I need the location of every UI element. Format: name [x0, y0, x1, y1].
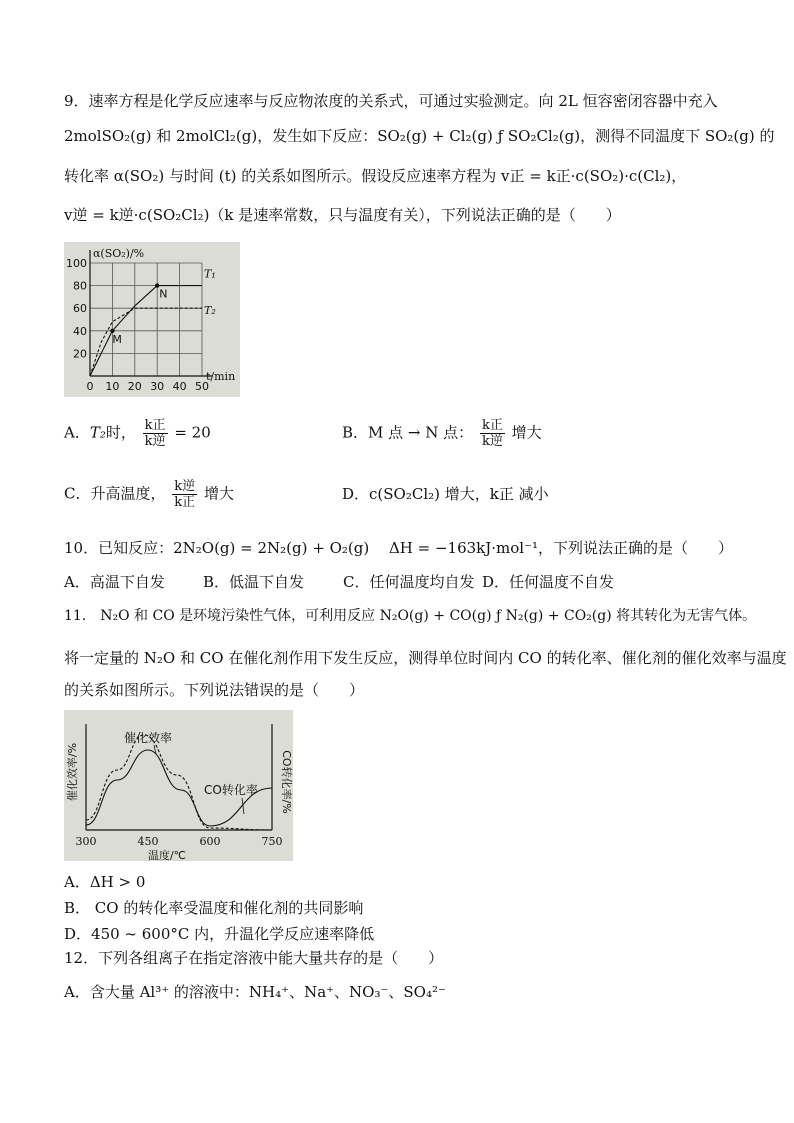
q9-option-c-denominator: k正	[174, 495, 196, 510]
q9-figure	[64, 242, 240, 397]
q11-stem-line2: 将一定量的 N₂O 和 CO 在催化剂作用下发生反应，测得单位时间内 CO 的转化率、催化剂的催化效率与温度	[64, 649, 787, 667]
q9-option-a-mid: 时，	[105, 423, 136, 442]
q11-stem-line1: 11． N₂O 和 CO 是环境污染性气体，可利用反应 N₂O(g) + CO(g) ƒ N₂(g) + CO₂(g) 将其转化为无害气体。	[64, 608, 757, 624]
q12-option-a: A．含大量 Al³⁺ 的溶液中：NH₄⁺、Na⁺、NO₃⁻、SO₄²⁻	[64, 983, 446, 1001]
q9-stem-line2: 2molSO₂(g) 和 2molCl₂(g)，发生如下反应：SO₂(g) + Cl₂(g) ƒ SO₂Cl₂(g)，测得不同温度下 SO₂(g) 的	[64, 127, 775, 145]
q11-option-d: D．450 ~ 600°C 内，升温化学反应速率降低	[64, 925, 375, 943]
q9-y-tick-1: 40	[73, 324, 87, 338]
q11-x-tick-0: 300	[75, 835, 97, 848]
q9-option-a	[64, 418, 211, 449]
q11-figure	[64, 710, 293, 861]
q11-x-label: 温度/℃	[147, 849, 187, 861]
q9-stem-line1: 9．速率方程是化学反应速率与反应物浓度的关系式，可通过实验测定。向 2L 恒容密闭容器中充入	[64, 92, 718, 110]
q9-option-c	[64, 479, 234, 510]
q9-series-label-0: T₁	[204, 267, 216, 281]
q9-x-tick-5: 50	[195, 380, 209, 393]
q9-chart	[64, 242, 240, 397]
q9-y-label: α(SO₂)/%	[93, 247, 145, 260]
q9-x-tick-4: 40	[172, 380, 187, 393]
q9-x-tick-3: 30	[150, 380, 165, 393]
q9-option-b-prefix: B．M 点 → N 点：	[342, 423, 474, 442]
q9-option-b-fraction	[480, 418, 505, 449]
q9-x-tick-2: 20	[127, 380, 142, 393]
q11-left-axis-label: 催化效率/%	[66, 742, 79, 802]
q9-y-tick-0: 20	[73, 347, 87, 361]
q9-option-c-fraction	[172, 479, 197, 510]
q9-x-tick-0: 0	[86, 380, 94, 393]
q11-option-a: A．ΔH > 0	[64, 873, 146, 891]
q9-option-b-tail: 增大	[511, 423, 542, 442]
q11-x-tick-2: 600	[199, 835, 221, 848]
q9-option-a-temp: T₂	[89, 423, 106, 442]
q9-x-label: t/min	[206, 370, 236, 383]
q11-right-axis-label: CO转化率/%	[280, 750, 293, 814]
q9-stem-line4: v逆 = k逆·c(SO₂Cl₂)（k 是速率常数，只与温度有关），下列说法正确的是（ ）	[64, 206, 621, 224]
q9-option-b	[342, 418, 542, 449]
q11-x-tick-3: 750	[261, 835, 283, 848]
q9-option-d: D．c(SO₂Cl₂) 增大，k正 减小	[342, 485, 549, 503]
q9-y-tick-4: 100	[66, 257, 87, 270]
q9-x-tick-1: 10	[105, 380, 120, 393]
q9-option-a-prefix: A．	[64, 423, 90, 442]
q9-y-tick-3: 80	[73, 279, 87, 293]
q10-option-d: D．任何温度不自发	[482, 573, 615, 591]
q9-option-c-numerator: k逆	[174, 479, 196, 494]
q9-point-label-M: M	[112, 332, 122, 346]
q9-option-b-denominator: k逆	[481, 434, 503, 449]
q11-x-tick-1: 450	[137, 835, 159, 848]
q10-stem: 10．已知反应：2N₂O(g) = 2N₂(g) + O₂(g) ΔH = −163kJ·mol⁻¹，下列说法正确的是（ ）	[64, 539, 734, 557]
q10-option-b: B．低温下自发	[203, 573, 305, 591]
q9-stem-line3: 转化率 α(SO₂) 与时间 (t) 的关系如图所示。假设反应速率方程为 v正 = k正·c(SO₂)·c(Cl₂)，	[64, 167, 687, 185]
q11-chart	[64, 710, 293, 861]
q9-option-a-fraction	[143, 418, 168, 449]
q9-option-b-numerator: k正	[481, 418, 503, 433]
q11-stem-line3: 的关系如图所示。下列说法错误的是（ ）	[64, 681, 365, 699]
q9-option-a-denominator: k逆	[144, 434, 166, 449]
q9-option-a-numerator: k正	[144, 418, 166, 433]
q11-annotation-conversion: CO转化率	[204, 783, 258, 797]
q11-annotation-efficiency: 催化效率	[124, 731, 173, 745]
q10-option-c: C．任何温度均自发	[343, 573, 475, 591]
q9-point-label-N: N	[159, 287, 168, 301]
q10-option-a: A．高温下自发	[64, 573, 165, 591]
q9-option-c-tail: 增大	[203, 484, 234, 503]
q9-y-tick-2: 60	[73, 302, 87, 316]
q12-stem: 12．下列各组离子在指定溶液中能大量共存的是（ ）	[64, 949, 444, 967]
q9-option-c-prefix: C．升高温度，	[64, 484, 166, 503]
q9-series-label-1: T₂	[204, 304, 216, 318]
q9-option-a-tail: = 20	[174, 423, 211, 442]
q11-option-b: B． CO 的转化率受温度和催化剂的共同影响	[64, 899, 364, 917]
